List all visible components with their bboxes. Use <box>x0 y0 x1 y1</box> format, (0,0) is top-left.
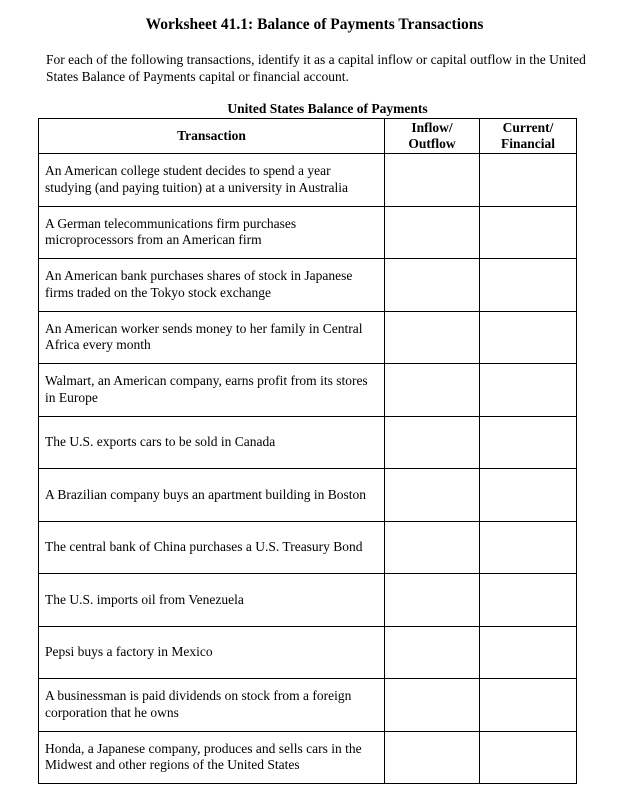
table-row <box>39 154 577 207</box>
table-row <box>39 311 577 364</box>
inflow-outflow-cell[interactable] <box>385 206 480 259</box>
transaction-cell: An American worker sends money to her family in Central Africa every month <box>39 311 385 364</box>
table-row <box>39 574 577 627</box>
table-header-row <box>39 119 577 154</box>
header-inflow-outflow <box>385 119 480 154</box>
current-financial-cell[interactable] <box>480 364 577 417</box>
transaction-cell: The central bank of China purchases a U.S. Treasury Bond <box>39 521 385 574</box>
transaction-cell: The U.S. exports cars to be sold in Canada <box>39 416 385 469</box>
transaction-cell: Walmart, an American company, earns profit from its stores in Europe <box>39 364 385 417</box>
table-body <box>39 154 577 784</box>
transaction-cell: Pepsi buys a factory in Mexico <box>39 626 385 679</box>
inflow-outflow-cell[interactable] <box>385 469 480 522</box>
transaction-cell: A German telecommunications firm purchases microprocessors from an American firm <box>39 206 385 259</box>
current-financial-cell[interactable] <box>480 679 577 732</box>
header-transaction <box>39 119 385 154</box>
current-financial-cell[interactable] <box>480 206 577 259</box>
current-financial-cell[interactable] <box>480 154 577 207</box>
table-caption: United States Balance of Payments <box>227 101 428 116</box>
table-row <box>39 679 577 732</box>
current-financial-cell[interactable] <box>480 469 577 522</box>
balance-of-payments-table <box>38 118 577 784</box>
header-transaction-label: Transaction <box>177 127 246 143</box>
inflow-outflow-cell[interactable] <box>385 731 480 784</box>
header-current-financial <box>480 119 577 154</box>
table-row <box>39 364 577 417</box>
inflow-outflow-cell[interactable] <box>385 259 480 312</box>
worksheet-title: Worksheet 41.1: Balance of Payments Transactions <box>145 16 484 33</box>
inflow-outflow-cell[interactable] <box>385 679 480 732</box>
inflow-outflow-cell[interactable] <box>385 154 480 207</box>
inflow-outflow-cell[interactable] <box>385 416 480 469</box>
transaction-cell: A Brazilian company buys an apartment building in Boston <box>39 469 385 522</box>
table-row <box>39 626 577 679</box>
inflow-outflow-cell[interactable] <box>385 521 480 574</box>
current-financial-cell[interactable] <box>480 626 577 679</box>
current-financial-cell[interactable] <box>480 416 577 469</box>
header-current-line2: Financial <box>500 136 555 151</box>
transaction-cell: A businessman is paid dividends on stock from a foreign corporation that he owns <box>39 679 385 732</box>
inflow-outflow-cell[interactable] <box>385 364 480 417</box>
inflow-outflow-cell[interactable] <box>385 311 480 364</box>
header-inflow-line2: Outflow <box>408 136 456 151</box>
current-financial-cell[interactable] <box>480 574 577 627</box>
transaction-cell: An American college student decides to spend a year studying (and paying tuition) at a university in Australia <box>39 154 385 207</box>
current-financial-cell[interactable] <box>480 731 577 784</box>
inflow-outflow-cell[interactable] <box>385 574 480 627</box>
table-row <box>39 416 577 469</box>
table-row <box>39 259 577 312</box>
table-row <box>39 206 577 259</box>
instructions-text: For each of the following transactions, identify it as a capital inflow or capital outflow in the United States Balance of Payments capital or financial account. <box>46 52 586 84</box>
transaction-cell: An American bank purchases shares of stock in Japanese firms traded on the Tokyo stock exchange <box>39 259 385 312</box>
transaction-cell: Honda, a Japanese company, produces and sells cars in the Midwest and other regions of the United States <box>39 731 385 784</box>
header-inflow-line1: Inflow/ <box>411 119 453 135</box>
header-current-line1: Current/ <box>502 119 554 135</box>
inflow-outflow-cell[interactable] <box>385 626 480 679</box>
table-row <box>39 469 577 522</box>
transaction-cell: The U.S. imports oil from Venezuela <box>39 574 385 627</box>
current-financial-cell[interactable] <box>480 311 577 364</box>
table-row <box>39 731 577 784</box>
current-financial-cell[interactable] <box>480 259 577 312</box>
table-row <box>39 521 577 574</box>
current-financial-cell[interactable] <box>480 521 577 574</box>
